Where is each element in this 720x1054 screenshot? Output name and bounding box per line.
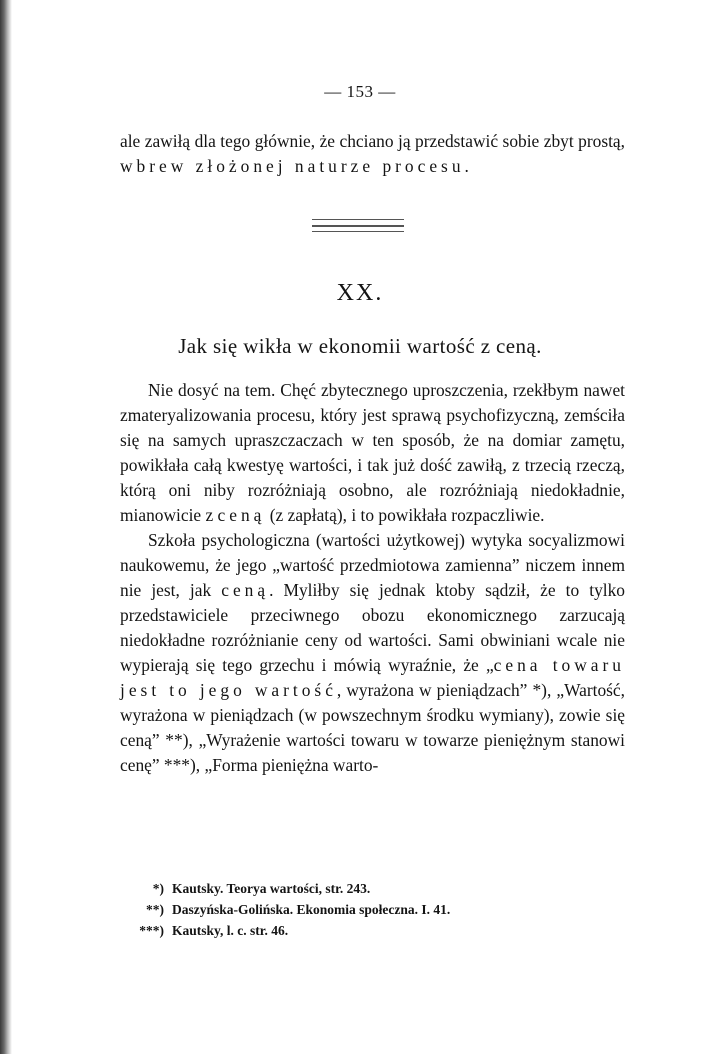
paragraph2-part3: , wyrażona w pieniądzach” *), „Wartość, wyrażona w pieniądzach (w powszechnym środku wymiany), zowie się ceną” **), „Wyrażenie wartości towaru w towarze pieniężnym stanowi cenę” ***), „Forma pieniężna warto- [120, 680, 625, 775]
footnote-mark: **) [146, 902, 164, 917]
divider-line-top [312, 219, 404, 220]
chapter-body [120, 378, 625, 778]
paragraph2-part1: Szkoła psychologiczna (wartości użytkowej) wytyka socyalizmowi naukowemu, że jego „wartość przedmiotowa zamienna” niczem innem nie jest, jak [120, 530, 625, 600]
paragraph1-spaced: ceną [217, 505, 266, 525]
footnote-text: Kautsky, l. c. str. 46. [172, 923, 289, 938]
paragraph1-part1: Nie dosyć na tem. Chęć zbytecznego uproszczenia, rzekłbym nawet zmateryalizowania procesu, który jest sprawą psychofizyczną, zemściła się na samych upraszczaczach w ten sposób, że na domiar zamętu, powikłała całą kwestyę wartości, i tak już dość zawiłą, z trzecią rzeczą, którą oni niby rozróżniają osobno, ale rozróżniają niedokładnie, mianowicie z [120, 380, 625, 525]
continued-paragraph [120, 129, 625, 179]
footnotes [120, 878, 625, 941]
footnote-3 [120, 920, 625, 941]
section-divider-ornament [312, 219, 404, 233]
paragraph2-spaced1: ceną [221, 580, 270, 600]
divider-line-bottom [312, 231, 404, 232]
footnote-text: Kautsky. Teorya wartości, str. 243. [172, 881, 371, 896]
continued-text-part2: . [464, 156, 469, 176]
chapter-title: Jak się wikła w ekonomii wartość z ceną. [178, 334, 542, 358]
footnote-mark: *) [152, 881, 164, 896]
paragraph2-part2: . Myliłby się jednak ktoby sądził, że to tylko przedstawiciele przeciwnego obozu ekonomicznego zarzucają niedokładne rozróżnianie ceny od wartości. Sami obwiniani wcale nie wypierają się tego grzechu i mówią wyraźnie, że „ [120, 580, 625, 675]
body-paragraph-1 [120, 378, 625, 528]
footnote-1 [120, 878, 625, 899]
chapter-number: XX. [336, 280, 384, 306]
divider-line-middle [312, 225, 404, 227]
paragraph2-spaced2: cena towaru jest to jego wartość [120, 655, 625, 700]
footnote-2 [120, 899, 625, 920]
page-number: — 153 — [324, 82, 396, 101]
footnote-mark: ***) [139, 923, 164, 938]
paragraph1-part2: (z zapłatą), i to powikłała rozpaczliwie. [265, 505, 545, 525]
footnote-text: Daszyńska-Golińska. Ekonomia społeczna. I. 41. [172, 902, 451, 917]
continued-text [120, 129, 625, 179]
continued-text-spaced: wbrew złożonej naturze procesu [120, 156, 465, 176]
continued-text-part1: ale zawiłą dla tego głównie, że chciano ją przedstawić sobie zbyt prostą, [120, 131, 625, 151]
book-binding-edge [0, 0, 12, 1054]
body-paragraph-2 [120, 528, 625, 778]
